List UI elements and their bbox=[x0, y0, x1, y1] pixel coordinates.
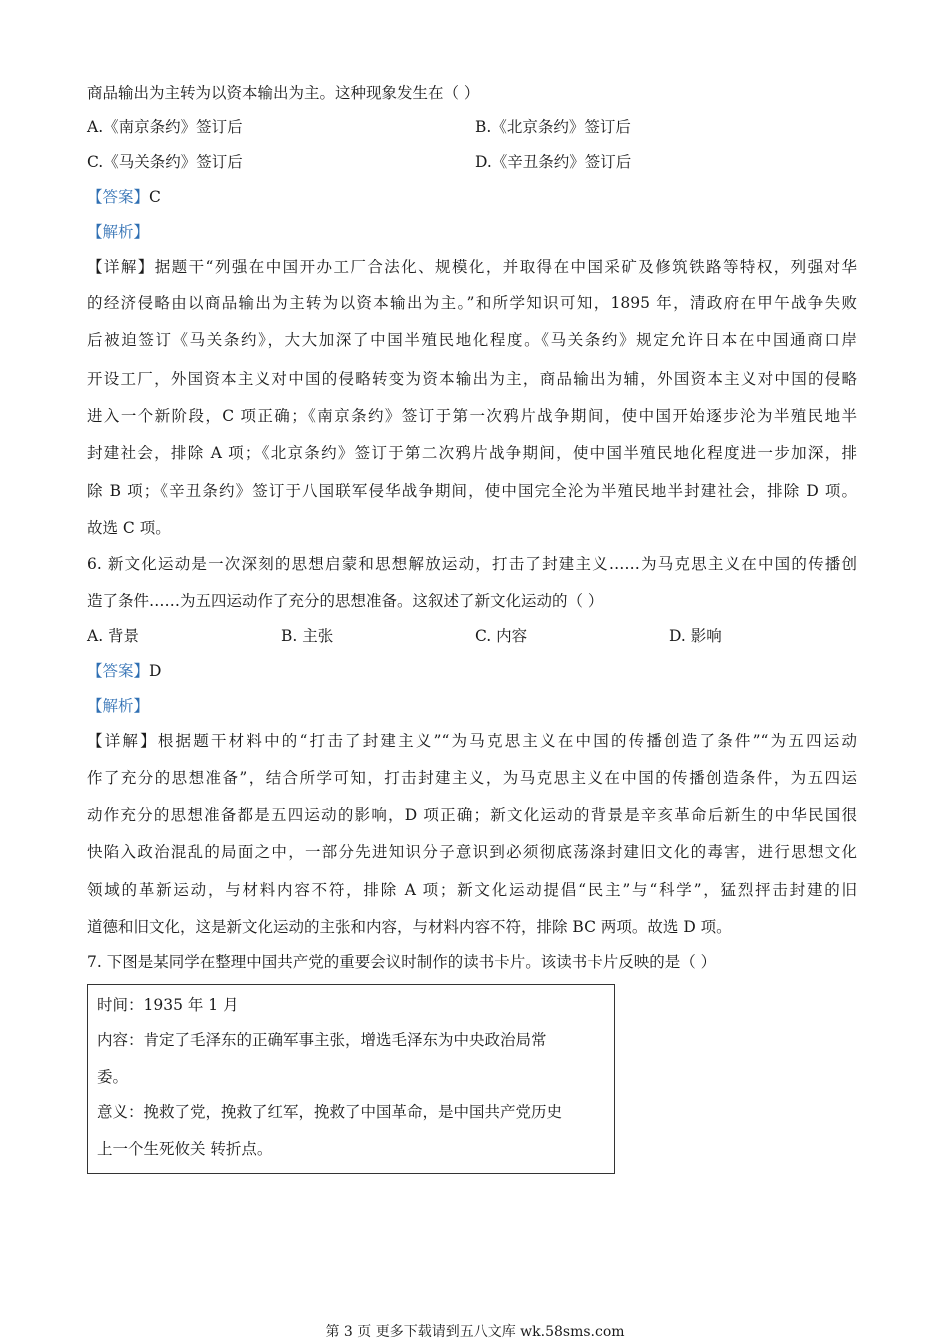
q5-detail-line: 封建社会，排除 A 项；《北京条约》签订于第二次鸦片战争期间，使中国半殖民地化程度进一步加深，排 bbox=[87, 444, 857, 462]
detail-tag: 【详解】 bbox=[87, 258, 155, 276]
q6-detail-line: 领域的革新运动，与材料内容不符，排除 A 项；新文化运动提倡“民主”与“科学”，猛烈抨击封建的旧 bbox=[87, 881, 857, 899]
q6-detail-line: 动作充分的思想准备都是五四运动的影响，D 项正确；新文化运动的背景是辛亥革命后新生的中华民国很 bbox=[87, 806, 857, 824]
q6-option-c: C. 内容 bbox=[475, 627, 528, 645]
q6-option-a: A. 背景 bbox=[87, 627, 140, 645]
q5-analysis bbox=[87, 222, 149, 242]
q6-detail-line: 快陷入政治混乱的局面之中，一部分先进知识分子意识到必须彻底荡涤封建旧文化的毒害，进行思想文化 bbox=[87, 843, 857, 861]
analysis-tag: 【解析】 bbox=[87, 697, 150, 715]
q6-option-d: D. 影响 bbox=[669, 627, 722, 645]
card-line-time: 时间：1935 年 1 月 bbox=[97, 996, 239, 1014]
card-line-significance: 意义：挽救了党，挽救了红军，挽救了中国革命，是中国共产党历史 bbox=[97, 1103, 563, 1121]
q5-option-c: C.《马关条约》签订后 bbox=[87, 153, 243, 171]
answer-value: C bbox=[149, 188, 161, 206]
q6-detail-line: 作了充分的思想准备”，结合所学可知，打击封建主义，为马克思主义在中国的传播创造条件，为五四运 bbox=[87, 769, 857, 787]
q5-detail-line: 进入一个新阶段，C 项正确；《南京条约》签订于第一次鸦片战争期间，使中国开始逐步沦为半殖民地半 bbox=[87, 407, 857, 425]
q5-option-a: A.《南京条约》签订后 bbox=[87, 118, 243, 136]
q5-option-d: D.《辛丑条约》签订后 bbox=[475, 153, 632, 171]
q6-answer bbox=[87, 661, 161, 681]
answer-tag: 【答案】 bbox=[87, 662, 150, 680]
card-line-significance-cont: 上一个生死攸关 转折点。 bbox=[97, 1140, 273, 1158]
q5-detail-line: 后被迫签订《马关条约》，大大加深了中国半殖民地化程度。《马关条约》规定允许日本在中国通商口岸 bbox=[87, 331, 857, 349]
detail-tag: 【详解】 bbox=[87, 732, 158, 750]
reading-card bbox=[87, 984, 615, 1174]
page-footer: 第 3 页 更多下载请到五八文库 wk.58sms.com bbox=[325, 1324, 625, 1340]
detail-text: 据题干“列强在中国开办工厂合法化、规模化，并取得在中国采矿及修筑铁路等特权，列强对华 bbox=[154, 258, 857, 276]
q6-detail-line: 道德和旧文化，这是新文化运动的主张和内容，与材料内容不符，排除 BC 两项。故选 D 项。 bbox=[87, 918, 732, 936]
card-line-content: 内容：肯定了毛泽东的正确军事主张，增选毛泽东为中央政治局常 bbox=[97, 1031, 547, 1049]
q5-detail-line: 除 B 项；《辛丑条约》签订于八国联军侵华战争期间，使中国完全沦为半殖民地半封建社会，排除 D 项。 bbox=[87, 482, 857, 500]
q5-detail-line: 故选 C 项。 bbox=[87, 519, 171, 537]
q6-stem-line: 造了条件……为五四运动作了充分的思想准备。这叙述了新文化运动的（ ） bbox=[87, 592, 604, 610]
q5-detail-line: 开设工厂，外国资本主义对中国的侵略转变为资本输出为主，商品输出为辅，外国资本主义对中国的侵略 bbox=[87, 370, 857, 388]
answer-tag: 【答案】 bbox=[87, 188, 150, 206]
q5-detail-line bbox=[87, 257, 857, 277]
q5-stem-tail: 商品输出为主转为以资本输出为主。这种现象发生在（ ） bbox=[87, 84, 480, 102]
card-line-content-cont: 委。 bbox=[97, 1068, 129, 1086]
detail-text: 根据题干材料中的“打击了封建主义”“为马克思主义在中国的传播创造了条件”“为五四运动 bbox=[157, 732, 857, 750]
q6-option-b: B. 主张 bbox=[281, 627, 334, 645]
q6-analysis bbox=[87, 696, 149, 716]
q5-option-b: B.《北京条约》签订后 bbox=[475, 118, 631, 136]
q5-detail-line: 的经济侵略由以商品输出为主转为以资本输出为主。”和所学知识可知，1895 年，清政府在甲午战争失败 bbox=[87, 294, 857, 312]
q6-stem-line: 6. 新文化运动是一次深刻的思想启蒙和思想解放运动，打击了封建主义……为马克思主义在中国的传播创 bbox=[87, 555, 857, 573]
answer-value: D bbox=[149, 662, 162, 680]
analysis-tag: 【解析】 bbox=[87, 223, 150, 241]
q5-answer bbox=[87, 187, 161, 207]
q7-stem: 7. 下图是某同学在整理中国共产党的重要会议时制作的读书卡片。该读书卡片反映的是（ ） bbox=[87, 953, 717, 971]
q6-detail-line bbox=[87, 731, 857, 751]
